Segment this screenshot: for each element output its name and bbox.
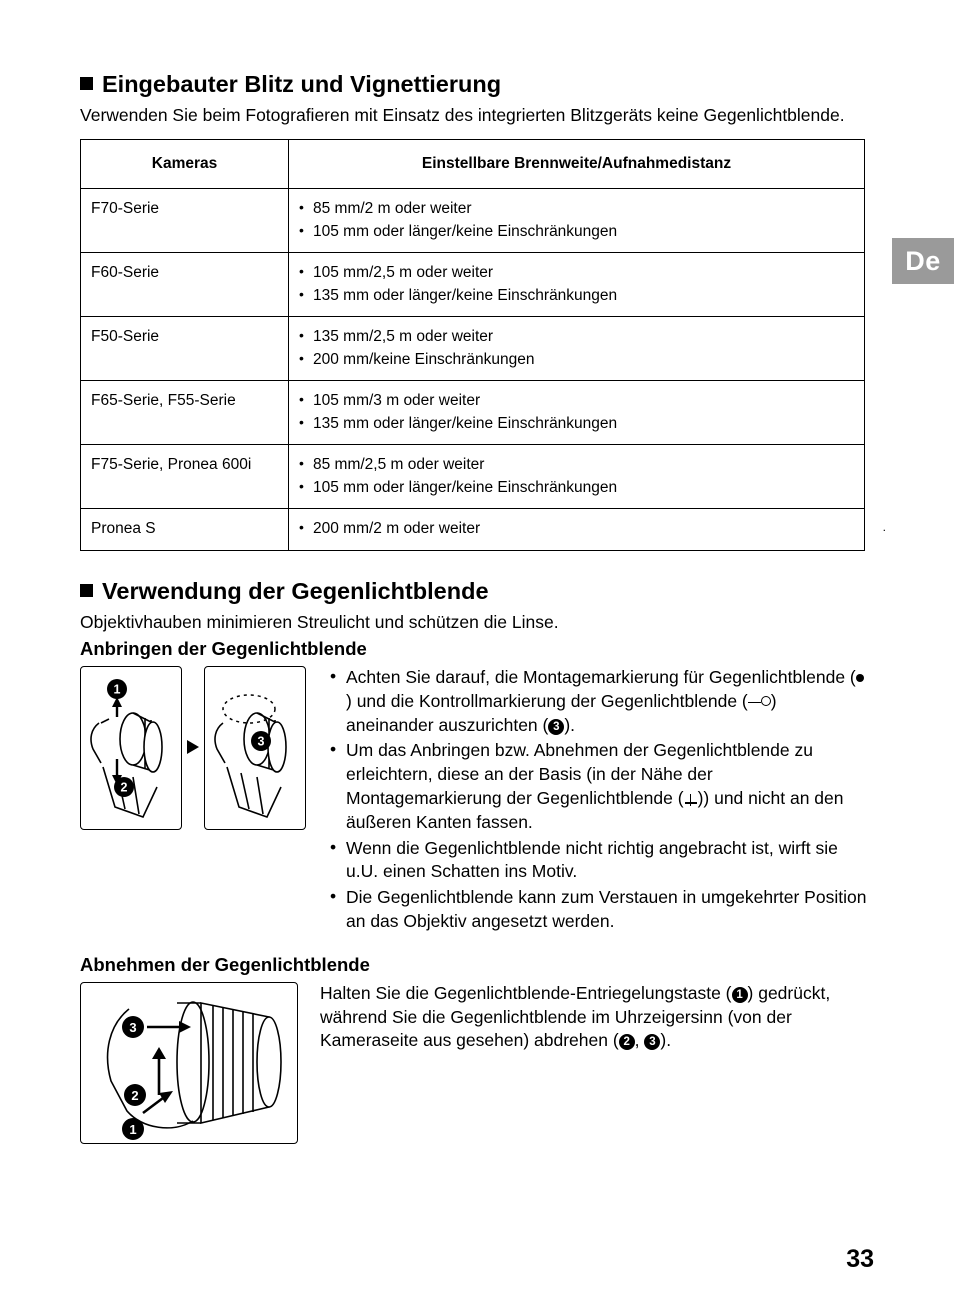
cell-camera: F70-Serie <box>81 189 289 253</box>
spec-item: • 135 mm oder länger/keine Einschränkungen <box>299 413 854 435</box>
section-title-hood <box>80 577 870 605</box>
table-row <box>81 509 865 550</box>
instruction-shadow: • Wenn die Gegenlichtblende nicht richtig angebracht ist, wirft sie u.U. einen Schatten ins Motiv. <box>328 837 868 885</box>
stray-mark: . <box>882 520 886 534</box>
table-row <box>81 253 865 317</box>
cell-specs <box>289 509 865 550</box>
detach-figure-row <box>80 982 870 1144</box>
callout-1-inline: 1 <box>732 987 748 1003</box>
detach-instructions: Halten Sie die Gegenlichtblende-Entriegelungstaste ( 1 ) gedrückt, während Sie die Gegenlichtblende im Uhrzeigersinn (von der Kameraseite aus gesehen) abdrehen ( 2 , 3 ). <box>320 982 831 1051</box>
lens-hood-attach-figure-1 <box>80 666 182 830</box>
camera-compatibility-table <box>80 139 865 550</box>
spec-item: • 105 mm oder länger/keine Einschränkungen <box>299 221 854 243</box>
instruction-grip: • Um das Anbringen bzw. Abnehmen der Gegenlichtblende zu erleichtern, diese an der Basis (in der Nähe der Montagemarkierung der Gegenlichtblende ( )) und nicht an den äußeren Kanten fassen. <box>328 739 868 834</box>
callout-2-inline: 2 <box>619 1034 635 1050</box>
cell-camera: F50-Serie <box>81 317 289 381</box>
section-title-flash-text: Eingebauter Blitz und Vignettierung <box>102 71 502 97</box>
page-content <box>80 70 870 1144</box>
callout-3-inline: 3 <box>548 719 564 735</box>
svg-text:2: 2 <box>131 1087 139 1103</box>
subtitle-attach: Anbringen der Gegenlichtblende <box>80 638 367 660</box>
spec-item: • 135 mm/2,5 m oder weiter <box>299 326 854 348</box>
attach-figure-row <box>80 666 870 936</box>
attach-instructions <box>328 666 868 936</box>
section-hood <box>80 577 870 1144</box>
instruction-align: • Achten Sie darauf, die Montagemarkierung für Gegenlichtblende () und die Kontrollmarkierung der Gegenlichtblende ( ) aneinander auszurichten ( 3 ). <box>328 666 868 737</box>
section-title-hood-text: Verwendung der Gegenlichtblende <box>102 577 489 604</box>
ring-icon <box>761 696 771 706</box>
square-bullet-icon <box>80 584 93 597</box>
lens-diagram-svg-2 <box>205 667 305 829</box>
spec-item: • 85 mm/2,5 m oder weiter <box>299 454 854 476</box>
mounting-mark-icon <box>684 794 698 806</box>
table-row <box>81 445 865 509</box>
spec-item: • 85 mm/2 m oder weiter <box>299 198 854 220</box>
table-row <box>81 317 865 381</box>
lens-hood-attach-figure-2 <box>204 666 306 830</box>
cell-camera: F75-Serie, Pronea 600i <box>81 445 289 509</box>
table-header-cameras: Kameras <box>81 140 289 189</box>
lens-hood-detach-figure <box>80 982 298 1144</box>
svg-text:1: 1 <box>129 1121 137 1137</box>
table-row <box>81 381 865 445</box>
subtitle-detach: Abnehmen der Gegenlichtblende <box>80 953 370 975</box>
table-header-focal: Einstellbare Brennweite/Aufnahmedistanz <box>289 140 865 189</box>
callout-3-inline-detach: 3 <box>644 1034 660 1050</box>
dash-icon <box>748 702 761 703</box>
section-flash-intro: Verwenden Sie beim Fotografieren mit Einsatz des integrierten Blitzgeräts keine Gegenlichtblende. <box>80 105 845 126</box>
cell-specs <box>289 253 865 317</box>
cell-specs <box>289 317 865 381</box>
mounting-dot-icon <box>856 674 864 682</box>
lens-detach-diagram-svg <box>81 983 297 1143</box>
spec-item: • 105 mm/2,5 m oder weiter <box>299 262 854 284</box>
svg-text:2: 2 <box>120 780 128 795</box>
instruction-reverse-storage: • Die Gegenlichtblende kann zum Verstauen in umgekehrter Position an das Objektiv angesetzt werden. <box>328 886 868 934</box>
spec-item: • 135 mm oder länger/keine Einschränkungen <box>299 285 854 307</box>
lens-diagram-svg <box>81 667 181 829</box>
cell-specs <box>289 445 865 509</box>
spec-item: • 105 mm oder länger/keine Einschränkungen <box>299 477 854 499</box>
table-header-row <box>81 140 865 189</box>
svg-text:1: 1 <box>113 682 121 697</box>
language-tab: De <box>892 238 954 284</box>
square-bullet-icon <box>80 77 93 90</box>
section-hood-intro: Objektivhauben minimieren Streulicht und schützen die Linse. <box>80 611 559 632</box>
table-row <box>81 189 865 253</box>
page-number: 33 <box>846 1245 874 1273</box>
svg-text:3: 3 <box>257 734 265 749</box>
cell-camera: Pronea S <box>81 509 289 550</box>
spec-item: • 105 mm/3 m oder weiter <box>299 390 854 412</box>
cell-camera: F65-Serie, F55-Serie <box>81 381 289 445</box>
figure-sequence-arrow <box>182 666 204 828</box>
spec-item: • 200 mm/2 m oder weiter <box>299 518 854 540</box>
section-title-flash <box>80 70 870 98</box>
cell-specs <box>289 381 865 445</box>
svg-text:3: 3 <box>129 1019 137 1035</box>
spec-item: • 200 mm/keine Einschränkungen <box>299 349 854 371</box>
cell-camera: F60-Serie <box>81 253 289 317</box>
cell-specs <box>289 189 865 253</box>
